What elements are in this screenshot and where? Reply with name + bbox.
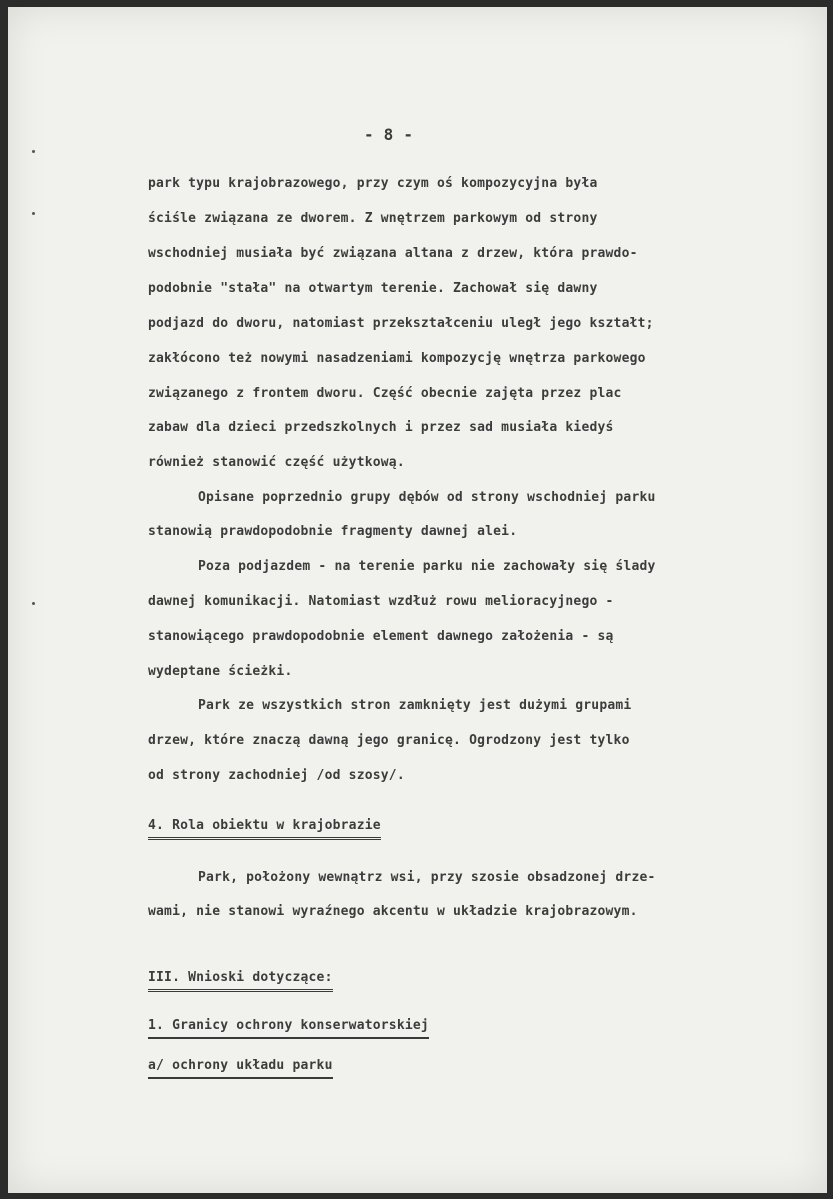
text-line: stanowią prawdopodobnie fragmenty dawnej alei. bbox=[148, 524, 518, 539]
text-line: podjazd do dworu, natomiast przekształceniu uległ jego kształt; bbox=[148, 316, 654, 331]
text-line: Poza podjazdem - na terenie parku nie zachowały się ślady bbox=[198, 559, 656, 574]
section-heading: III. Wnioski dotyczące: bbox=[148, 969, 333, 992]
text-line: wschodniej musiała być związana altana z drzew, która prawdo- bbox=[148, 246, 638, 261]
subsection-heading: a/ ochrony układu parku bbox=[148, 1057, 333, 1079]
page-text bbox=[8, 7, 827, 1193]
margin-dot bbox=[32, 212, 35, 215]
text-line: ściśle związana ze dworem. Z wnętrzem parkowym od strony bbox=[148, 211, 598, 226]
text-line: wami, nie stanowi wyraźnego akcentu w układzie krajobrazowym. bbox=[148, 904, 638, 919]
text-line: stanowiącego prawdopodobnie element dawnego założenia - są bbox=[148, 629, 614, 644]
text-line: Park ze wszystkich stron zamknięty jest dużymi grupami bbox=[198, 698, 632, 713]
text-line: park typu krajobrazowego, przy czym oś kompozycyjna była bbox=[148, 176, 598, 191]
text-line: zabaw dla dzieci przedszkolnych i przez sad musiała kiedyś bbox=[148, 420, 614, 435]
document-page bbox=[8, 7, 827, 1193]
text-line: Park, położony wewnątrz wsi, przy szosie obsadzonej drze- bbox=[198, 870, 656, 885]
text-line: dawnej komunikacji. Natomiast wzdłuż rowu melioracyjnego - bbox=[148, 594, 614, 609]
page-number: - 8 - bbox=[364, 125, 414, 144]
text-line: również stanowić część użytkową. bbox=[148, 455, 405, 470]
margin-dot bbox=[32, 150, 35, 153]
text-line: drzew, które znaczą dawną jego granicę. Ogrodzony jest tylko bbox=[148, 733, 630, 748]
subsection-heading: 1. Granicy ochrony konserwatorskiej bbox=[148, 1017, 429, 1039]
text-line: związanego z frontem dworu. Część obecnie zajęta przez plac bbox=[148, 386, 622, 401]
text-line: podobnie "stała" na otwartym terenie. Zachował się dawny bbox=[148, 281, 598, 296]
margin-dot bbox=[32, 602, 35, 605]
text-line: od strony zachodniej /od szosy/. bbox=[148, 768, 405, 783]
text-line: Opisane poprzednio grupy dębów od strony wschodniej parku bbox=[198, 490, 656, 505]
text-line: zakłócono też nowymi nasadzeniami kompozycję wnętrza parkowego bbox=[148, 351, 646, 366]
section-heading: 4. Rola obiektu w krajobrazie bbox=[148, 817, 381, 840]
text-line: wydeptane ścieżki. bbox=[148, 664, 293, 679]
